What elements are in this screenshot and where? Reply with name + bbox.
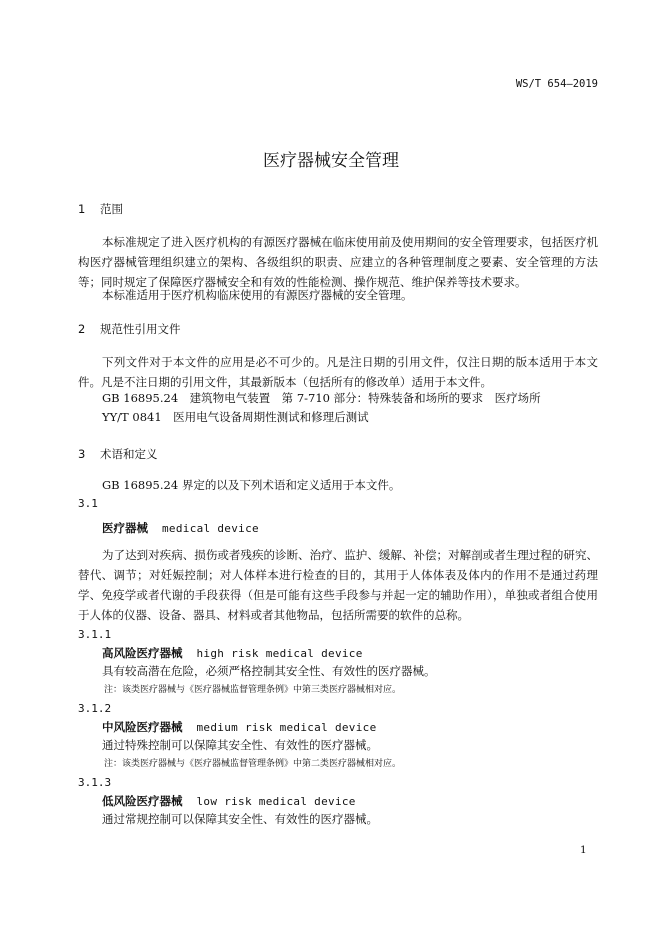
section-heading-terms xyxy=(78,446,158,462)
term-definition: 通过常规控制可以保障其安全性、有效性的医疗器械。 xyxy=(102,812,378,826)
scope-paragraph-1: 本标准规定了进入医疗机构的有源医疗器械在临床使用前及使用期间的安全管理要求，包括医疗机构医疗器械管理组织建立的架构、各级组织的职责、应建立的各种管理制度之要素、安全管理的方法等；同时规定了保障医疗器械安全和有效的性能检测、操作规范、维护保养等技术要求。 xyxy=(78,235,598,289)
section-number: 3 xyxy=(78,447,86,461)
term-definition: 为了达到对疾病、损伤或者残疾的诊断、治疗、监护、缓解、补偿；对解剖或者生理过程的研究、替代、调节；对妊娠控制；对人体样本进行检查的目的，其用于人体体表及体内的作用不是通过药理学、免疫学或者代谢的手段获得（但是可能有这些手段参与并起一定的辅助作用），单独或者组合使用于人体的仪器、设备、器具、材料或者其他物品，包括所需要的软件的总称。 xyxy=(78,548,598,622)
term-zh: 医疗器械 xyxy=(102,521,148,535)
term-number: 3.1.2 xyxy=(78,702,112,715)
terms-intro: GB 16895.24 界定的以及下列术语和定义适用于本文件。 xyxy=(102,478,401,492)
term-definition: 具有较高潜在危险，必须严格控制其安全性、有效性的医疗器械。 xyxy=(102,664,436,678)
term-note: 注：该类医疗器械与《医疗器械监督管理条例》中第三类医疗器械相对应。 xyxy=(104,685,402,695)
section-number: 1 xyxy=(78,202,86,216)
term-zh: 中风险医疗器械 xyxy=(102,720,183,734)
term-heading xyxy=(102,719,377,735)
section-heading-scope xyxy=(78,201,123,217)
term-number: 3.1.1 xyxy=(78,628,112,641)
page-title: 医疗器械安全管理 xyxy=(263,151,399,171)
term-number: 3.1 xyxy=(78,497,98,510)
section-title: 术语和定义 xyxy=(100,447,158,461)
section-heading-references xyxy=(78,321,181,337)
references-intro: 下列文件对于本文件的应用是必不可少的。凡是注日期的引用文件，仅注日期的版本适用于本文件。凡是不注日期的引用文件，其最新版本（包括所有的修改单）适用于本文件。 xyxy=(78,355,598,389)
term-en: medium risk medical device xyxy=(196,721,377,734)
term-en: low risk medical device xyxy=(196,795,356,808)
term-heading xyxy=(102,520,259,536)
term-number: 3.1.3 xyxy=(78,776,112,789)
page-number: 1 xyxy=(580,844,587,856)
scope-paragraph-2: 本标准适用于医疗机构临床使用的有源医疗器械的安全管理。 xyxy=(102,288,413,302)
reference-item: GB 16895.24 建筑物电气装置 第 7-710 部分：特殊装备和场所的要求 医疗场所 xyxy=(102,391,541,405)
term-zh: 低风险医疗器械 xyxy=(102,794,183,808)
term-en: high risk medical device xyxy=(196,647,363,660)
term-heading xyxy=(102,793,356,809)
term-definition: 通过特殊控制可以保障其安全性、有效性的医疗器械。 xyxy=(102,738,378,752)
term-heading xyxy=(102,645,363,661)
reference-item: YY/T 0841 医用电气设备周期性测试和修理后测试 xyxy=(102,410,369,424)
term-zh: 高风险医疗器械 xyxy=(102,646,183,660)
term-note: 注：该类医疗器械与《医疗器械监督管理条例》中第二类医疗器械相对应。 xyxy=(104,759,402,769)
section-title: 规范性引用文件 xyxy=(100,322,181,336)
header-code: WS/T 654—2019 xyxy=(515,78,598,90)
section-title: 范围 xyxy=(100,202,123,216)
term-en: medical device xyxy=(162,522,259,535)
section-number: 2 xyxy=(78,322,86,336)
